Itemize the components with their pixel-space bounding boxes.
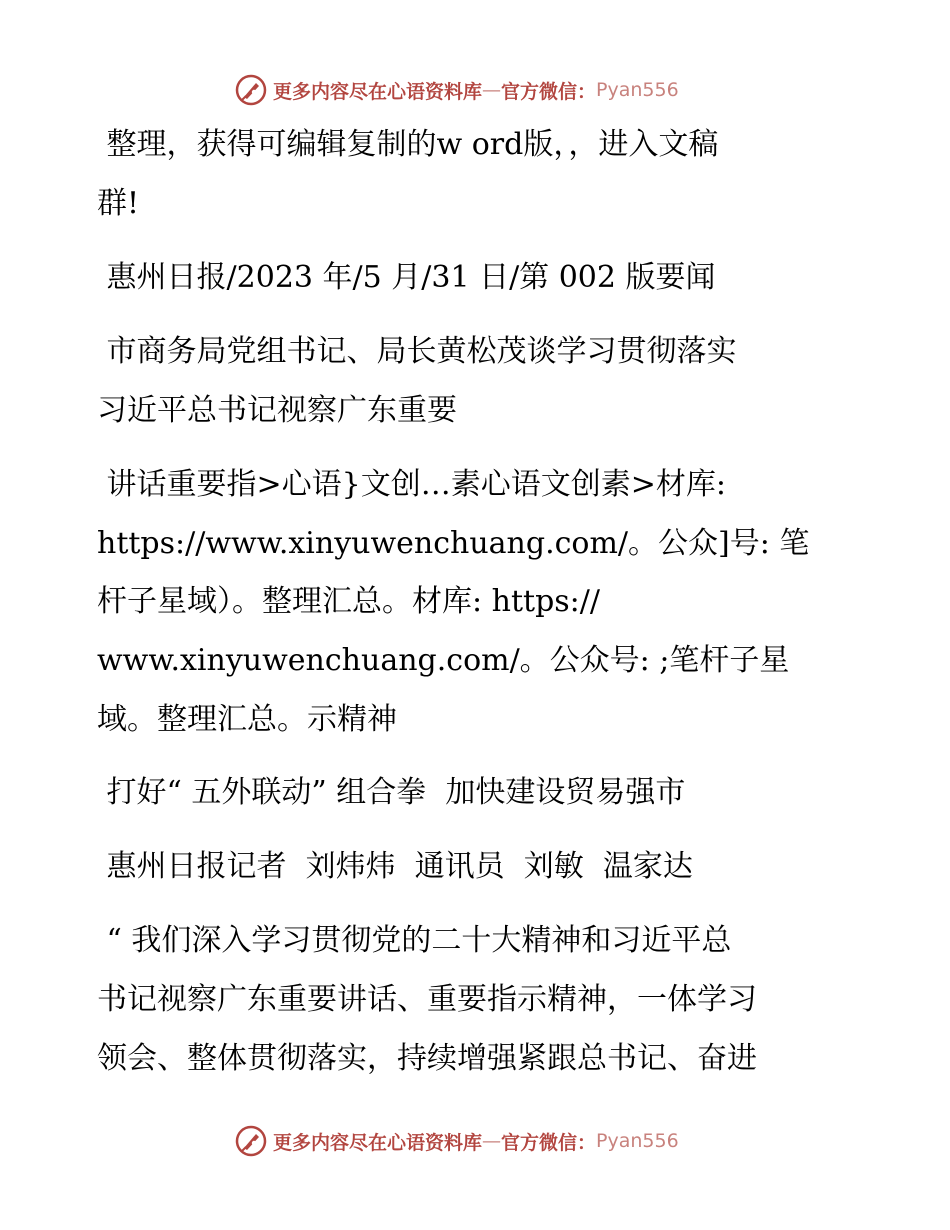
body-line: “ 我们深入学习贯彻党的二十大精神和习近平总 bbox=[97, 923, 732, 958]
body-line: 领会、整体贯彻落实，持续增强紧跟总书记、奋进 bbox=[97, 1041, 757, 1076]
body-line: 讲话重要指>心语}文创…素心语文创素>材库: bbox=[97, 467, 727, 502]
body-line: 杆子星域）。整理汇总。材库: https:// bbox=[97, 584, 600, 619]
body-line: 书记视察广东重要讲话、重要指示精神，一体学习 bbox=[97, 982, 757, 1017]
watermark-official-text: 官方微信： bbox=[501, 80, 597, 103]
body-line: https://www.xinyuwenchuang.com/。公众]号: 笔 bbox=[97, 526, 810, 561]
watermark-dash: — bbox=[482, 1130, 502, 1152]
byline: 惠州日报记者 刘炜炜 通讯员 刘敏 温家达 bbox=[97, 849, 693, 884]
watermark-official-text: 官方微信： bbox=[501, 1131, 597, 1154]
article-title-line: 市商务局党组书记、局长黄松茂谈学习贯彻落实 bbox=[97, 334, 737, 369]
footer-watermark bbox=[235, 1124, 679, 1158]
watermark-site-text: 更多内容尽在心语资料库 bbox=[273, 80, 483, 103]
watermark-dash: — bbox=[482, 79, 502, 101]
watermark-site-text: 更多内容尽在心语资料库 bbox=[273, 1131, 483, 1154]
quill-pen-circle-icon bbox=[235, 1125, 267, 1157]
quill-pen-circle-icon bbox=[235, 74, 267, 106]
subtitle-line: 打好“ 五外联动” 组合拳 加快建设贸易强市 bbox=[97, 775, 686, 810]
body-line: 群! bbox=[97, 186, 140, 221]
watermark-wechat-id: Pyan556 bbox=[596, 1130, 679, 1152]
article-title-line: 习近平总书记视察广东重要 bbox=[97, 393, 457, 428]
body-line: 域。整理汇总。示精神 bbox=[97, 702, 397, 737]
watermark-wechat-id: Pyan556 bbox=[596, 79, 679, 101]
body-line: www.xinyuwenchuang.com/。公众号: ;笔杆子星 bbox=[97, 643, 790, 678]
header-watermark bbox=[235, 73, 679, 107]
body-line: 整理，获得可编辑复制的w ord版，，进入文稿 bbox=[97, 127, 719, 162]
body-line: 惠州日报/2023 年/5 月/31 日/第 002 版要闻 bbox=[97, 260, 716, 295]
